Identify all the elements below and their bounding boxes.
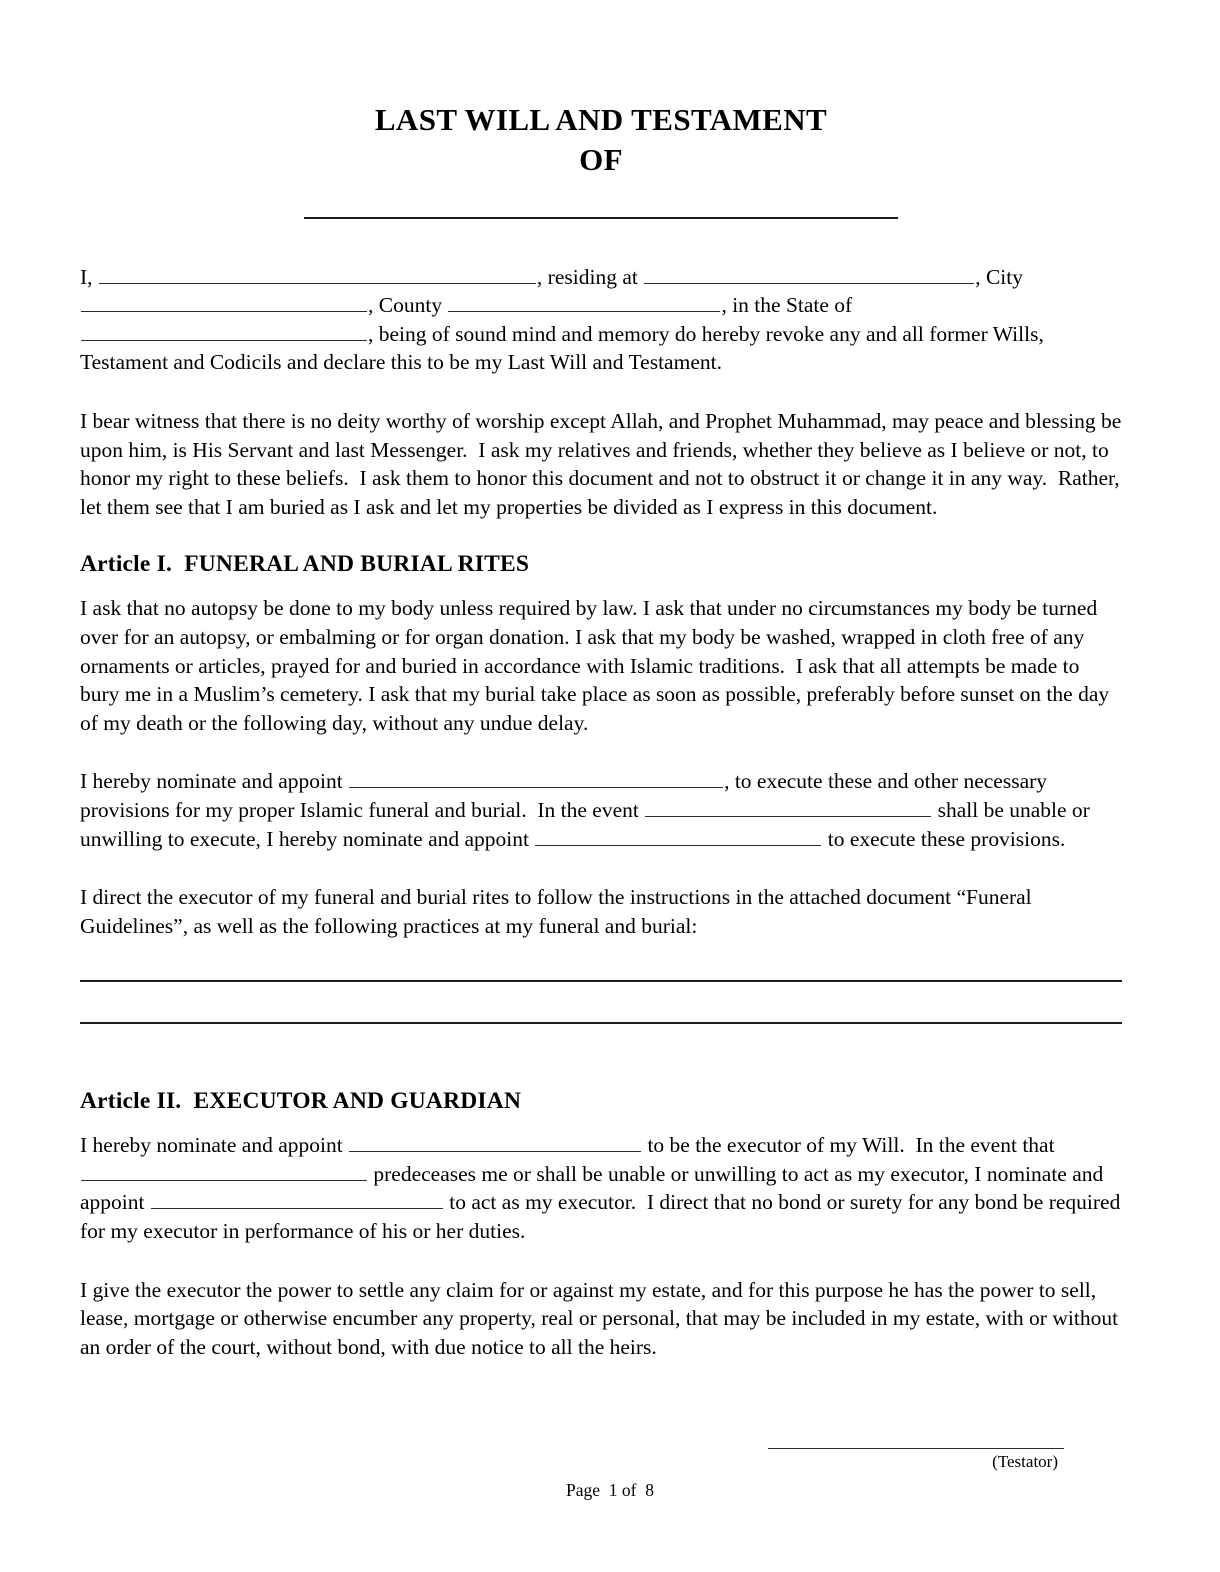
page-title-of: OF <box>579 142 623 178</box>
declaration-city-label: , City <box>975 264 1024 289</box>
testator-name-blank[interactable] <box>304 217 898 219</box>
article-2-nominate-mid-1: to be the executor of my Will. In the event that <box>642 1133 1060 1158</box>
article-2-nominate-prefix: I hereby nominate and appoint <box>80 1133 349 1158</box>
spacer <box>80 940 1122 980</box>
declarant-county-blank[interactable] <box>448 292 720 312</box>
document-content <box>80 0 1127 1361</box>
declaration-residing-at-label: , residing at <box>536 264 644 289</box>
spacer <box>80 1024 1122 1088</box>
testator-signature-caption: (Testator) <box>992 1452 1058 1471</box>
article-1-heading: Article I. FUNERAL AND BURIAL RITES <box>80 551 530 578</box>
funeral-alternate-executor-blank[interactable] <box>535 826 821 846</box>
spacer <box>80 1115 1122 1131</box>
testator-signature-block <box>768 1448 1064 1472</box>
article-2-nomination-paragraph <box>80 1131 1126 1245</box>
article-1-direct-paragraph: I direct the executor of my funeral and burial rites to follow the instructions in the attached document “Funeral Guidelines”, as well as the following practices at my funeral and burial: <box>80 885 1038 938</box>
article-2-nominate-mid-2: predeceases me or shall be unable or unwilling to act as my executor, I nominate and appoint <box>80 1161 1109 1215</box>
article-1-nominate-mid-1: , to execute these and other necessary provisions for my proper Islamic funeral and burial. In the event <box>80 769 1053 822</box>
spacer <box>80 982 1122 1022</box>
spacer <box>80 853 1122 883</box>
declarant-state-blank[interactable] <box>81 321 367 341</box>
article-2-nominate-suffix: to act as my executor. I direct that no bond or surety for any bond be required for my executor in performance of his or her duties. <box>80 1190 1126 1244</box>
declaration-sound-mind-text: , being of sound mind and memory do hereby revoke any and all former Wills, <box>368 321 1044 346</box>
declarant-address-blank[interactable] <box>644 264 974 284</box>
spacer <box>80 521 1122 551</box>
declaration-county-label: , County <box>368 293 448 318</box>
article-1-nominate-suffix: to execute these provisions. <box>822 826 1066 851</box>
article-1-paragraph-1: I ask that no autopsy be done to my body unless required by law. I ask that under no circumstances my body be turned over for an autopsy, or embalming or for organ donation. I ask that my body be washed, wrapped in cloth free of any ornaments or articles, prayed for and buried in accordance with Islamic traditions. I ask that all attempts be made to bury me in a Muslim’s cemetery. I ask that my burial take place as soon as possible, preferably before sunset on the day of my death or the following day, without any undue delay. <box>80 596 1115 735</box>
page-title: LAST WILL AND TESTAMENT <box>374 102 828 137</box>
declarant-name-blank[interactable] <box>99 264 536 284</box>
will-alternate-executor-blank[interactable] <box>151 1189 443 1209</box>
article-2-heading: Article II. EXECUTOR AND GUARDIAN <box>80 1088 522 1115</box>
funeral-executor-blank[interactable] <box>349 768 723 788</box>
declarant-city-blank[interactable] <box>81 292 367 312</box>
funeral-executor-event-blank[interactable] <box>645 797 931 817</box>
will-executor-blank[interactable] <box>349 1132 641 1152</box>
spacer <box>80 219 1122 263</box>
declaration-paragraph <box>80 263 1122 377</box>
article-2-powers-paragraph: I give the executor the power to settle any claim for or against my estate, and for this purpose he has the power to sell, lease, mortgage or otherwise encumber any property, real or personal, that may be included in my estate, with or without an order of the court, without bond, with due notice to all the heirs. <box>80 1277 1124 1359</box>
declaration-closing-text: Testament and Codicils and declare this to be my Last Will and Testament. <box>80 350 722 375</box>
spacer <box>80 737 1122 767</box>
article-1-nomination-paragraph <box>80 767 1122 853</box>
will-executor-event-blank[interactable] <box>81 1161 367 1181</box>
spacer <box>80 377 1122 407</box>
spacer <box>80 1246 1122 1276</box>
article-1-nominate-prefix: I hereby nominate and appoint <box>80 769 349 794</box>
declaration-state-label: , in the State of <box>721 293 853 318</box>
spacer <box>80 578 1122 594</box>
declaration-prefix: I, <box>80 264 98 289</box>
document-title-block <box>80 0 1122 219</box>
witness-paragraph: I bear witness that there is no deity worthy of worship except Allah, and Prophet Muhammad, may peace and blessing be upon him, is His Servant and last Messenger. I ask my relatives and friends, whether they believe as I believe or not, to honor my right to these beliefs. I ask them to honor this document and not to obstruct it or change it in any way. Rather, let them see that I am buried as I ask and let my properties be divided as I express in this document. <box>80 408 1127 519</box>
article-1-nominate-mid-2: shall be unable or unwilling to execute, I hereby nominate and appoint <box>80 797 1096 851</box>
page-number: Page 1 of 8 <box>566 1480 654 1500</box>
